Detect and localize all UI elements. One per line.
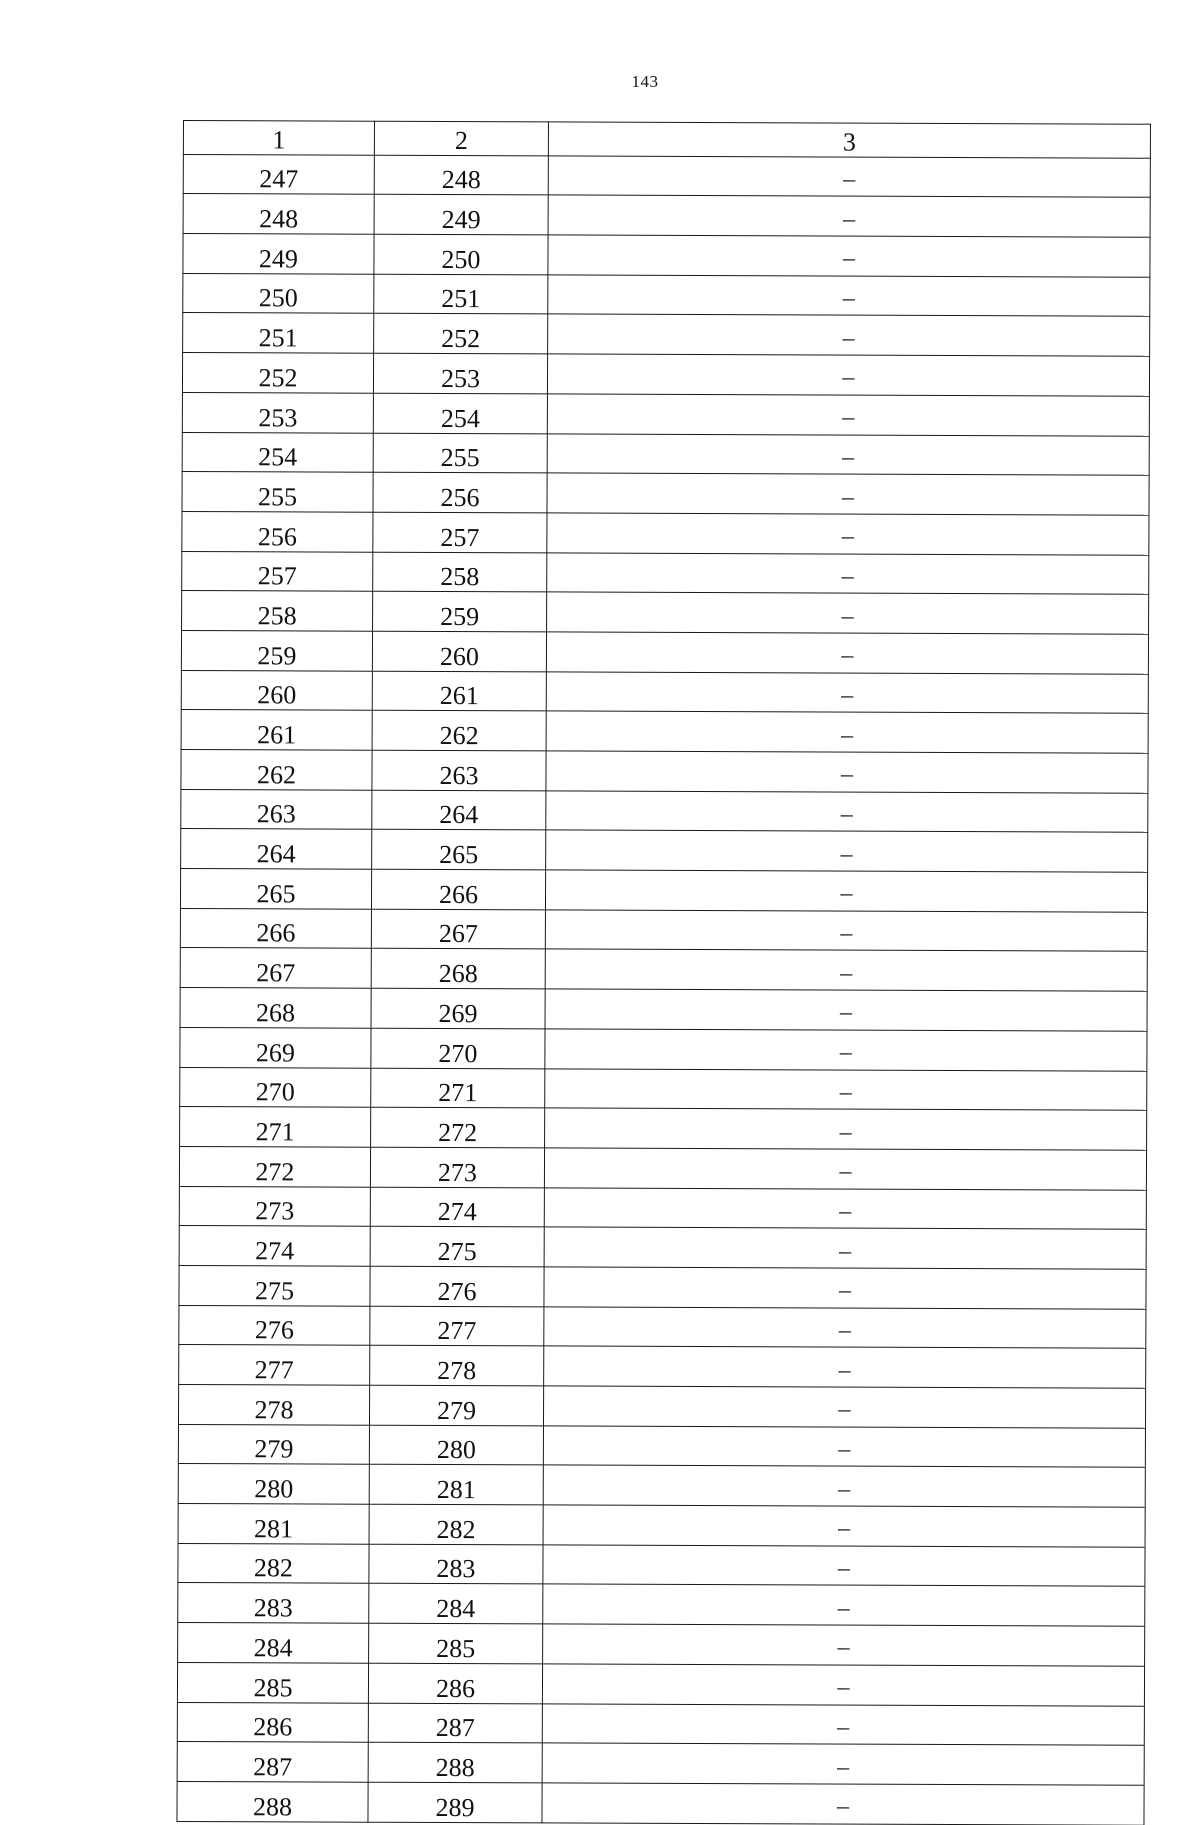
table-cell-col-1: 275 — [179, 1265, 370, 1305]
table-row — [182, 472, 1149, 515]
table-row — [179, 1305, 1146, 1348]
table-cell-col-3: – — [543, 1465, 1145, 1507]
table-cell-col-3: – — [547, 433, 1149, 475]
table-row — [182, 511, 1149, 554]
table-row — [182, 591, 1149, 634]
table-cell-col-2: 257 — [373, 512, 547, 552]
table-cell-col-3: – — [545, 1068, 1147, 1110]
table-cell-col-2: 270 — [371, 1028, 545, 1068]
table-cell-col-3: – — [543, 1386, 1145, 1428]
table-cell-col-2: 248 — [374, 155, 548, 195]
table-header — [183, 121, 1150, 158]
table-cell-col-3: – — [544, 1148, 1146, 1190]
table-cell-col-1: 260 — [181, 670, 372, 710]
table-cell-col-2: 249 — [374, 195, 548, 235]
table-row — [180, 1107, 1147, 1150]
table-cell-col-2: 264 — [372, 790, 546, 830]
table-cell-col-1: 283 — [178, 1583, 369, 1623]
table-row — [183, 273, 1150, 316]
table-row — [178, 1464, 1145, 1507]
table-cell-col-2: 269 — [371, 988, 545, 1028]
table-cell-col-3: – — [547, 354, 1149, 396]
table-cell-col-2: 256 — [373, 472, 547, 512]
table-row — [178, 1543, 1145, 1586]
table-cell-col-2: 272 — [371, 1107, 545, 1147]
table-cell-col-2: 265 — [372, 830, 546, 870]
table-cell-col-3: – — [545, 949, 1147, 991]
table-cell-col-3: – — [544, 1267, 1146, 1309]
table-row — [178, 1504, 1145, 1547]
header-row — [183, 121, 1150, 158]
table-cell-col-1: 266 — [180, 908, 371, 948]
table-cell-col-2: 277 — [370, 1306, 544, 1346]
table-cell-col-1: 273 — [179, 1186, 370, 1226]
table-cell-col-3: – — [543, 1584, 1145, 1626]
table-cell-col-1: 256 — [182, 511, 373, 551]
table-cell-col-1: 269 — [180, 1027, 371, 1067]
table-cell-col-1: 282 — [178, 1543, 369, 1583]
table-row — [181, 789, 1148, 832]
table-cell-col-1: 276 — [179, 1305, 370, 1345]
table-row — [178, 1623, 1145, 1666]
table-row — [180, 988, 1147, 1031]
table-cell-col-3: – — [543, 1426, 1145, 1468]
table-cell-col-1: 251 — [183, 313, 374, 353]
table-cell-col-3: – — [548, 314, 1150, 356]
table-cell-col-1: 263 — [181, 789, 372, 829]
table-cell-col-1: 277 — [179, 1345, 370, 1385]
table-cell-col-3: – — [546, 632, 1148, 674]
table-cell-col-3: – — [543, 1545, 1145, 1587]
table-cell-col-2: 252 — [374, 314, 548, 354]
table-cell-col-1: 264 — [181, 829, 372, 869]
table-cell-col-1: 254 — [182, 432, 373, 472]
table-row — [180, 869, 1147, 912]
table-row — [181, 710, 1148, 753]
table-cell-col-2: 259 — [373, 591, 547, 631]
table-cell-col-1: 261 — [181, 710, 372, 750]
table-cell-col-1: 262 — [181, 749, 372, 789]
table-cell-col-3: – — [548, 275, 1150, 317]
table-row — [180, 1067, 1147, 1110]
table-cell-col-3: – — [546, 672, 1148, 714]
table-cell-col-3: – — [544, 1307, 1146, 1349]
table-cell-col-2: 255 — [373, 433, 547, 473]
table-row — [179, 1146, 1146, 1189]
table-cell-col-3: – — [547, 394, 1149, 436]
table-cell-col-1: 259 — [181, 630, 372, 670]
table-cell-col-1: 287 — [177, 1742, 368, 1782]
table-cell-col-2: 286 — [368, 1663, 542, 1703]
table-cell-col-1: 280 — [178, 1464, 369, 1504]
table-body — [177, 154, 1150, 1825]
table-cell-col-3: – — [543, 1624, 1145, 1666]
table-cell-col-1: 288 — [177, 1781, 368, 1821]
table-cell-col-3: – — [543, 1505, 1145, 1547]
table-row — [178, 1384, 1145, 1427]
table-row — [182, 551, 1149, 594]
table-cell-col-2: 287 — [368, 1703, 542, 1743]
table-cell-col-1: 252 — [182, 353, 373, 393]
table-cell-col-2: 278 — [370, 1346, 544, 1386]
table-cell-col-1: 265 — [180, 869, 371, 909]
table-row — [181, 749, 1148, 792]
table-cell-col-3: – — [547, 592, 1149, 634]
table-cell-col-2: 271 — [371, 1068, 545, 1108]
table-row — [180, 1027, 1147, 1070]
table-cell-col-3: – — [544, 1346, 1146, 1388]
table-cell-col-1: 257 — [182, 551, 373, 591]
table-cell-col-2: 289 — [368, 1782, 542, 1822]
table-cell-col-3: – — [548, 195, 1150, 237]
table-cell-col-1: 285 — [177, 1662, 368, 1702]
table-cell-col-1: 279 — [178, 1424, 369, 1464]
table-row — [178, 1583, 1145, 1626]
table-row — [183, 194, 1150, 237]
table-cell-col-1: 248 — [183, 194, 374, 234]
table-cell-col-3: – — [545, 870, 1147, 912]
table-row — [177, 1662, 1144, 1705]
table-cell-col-2: 274 — [370, 1187, 544, 1227]
column-header-2: 2 — [374, 121, 548, 155]
table-cell-col-2: 279 — [369, 1385, 543, 1425]
table-cell-col-1: 255 — [182, 472, 373, 512]
table-cell-col-3: – — [545, 989, 1147, 1031]
table-cell-col-2: 268 — [371, 949, 545, 989]
table-row — [177, 1702, 1144, 1745]
table-cell-col-3: – — [542, 1664, 1144, 1706]
table-row — [180, 908, 1147, 951]
table-cell-col-2: 251 — [374, 274, 548, 314]
table-row — [180, 948, 1147, 991]
table-row — [179, 1186, 1146, 1229]
table-cell-col-3: – — [547, 473, 1149, 515]
table-cell-col-3: – — [542, 1743, 1144, 1785]
data-table — [176, 120, 1151, 1825]
page-number: 143 — [631, 72, 659, 91]
table-row — [179, 1345, 1146, 1388]
table-cell-col-2: 285 — [369, 1623, 543, 1663]
table-cell-col-3: – — [546, 751, 1148, 793]
table-cell-col-3: – — [546, 830, 1148, 872]
table-cell-col-3: – — [542, 1703, 1144, 1745]
table-cell-col-3: – — [546, 711, 1148, 753]
table-cell-col-2: 280 — [369, 1425, 543, 1465]
table-cell-col-1: 253 — [182, 392, 373, 432]
table-cell-col-3: – — [545, 1108, 1147, 1150]
table-cell-col-1: 278 — [178, 1384, 369, 1424]
table-cell-col-2: 263 — [372, 750, 546, 790]
table-cell-col-2: 283 — [369, 1544, 543, 1584]
table-cell-col-3: – — [546, 791, 1148, 833]
table-cell-col-3: – — [544, 1227, 1146, 1269]
table-cell-col-3: – — [547, 552, 1149, 594]
table-cell-col-1: 281 — [178, 1504, 369, 1544]
table-cell-col-2: 284 — [369, 1584, 543, 1624]
table-cell-col-3: – — [545, 910, 1147, 952]
table-cell-col-2: 261 — [372, 671, 546, 711]
table-row — [178, 1424, 1145, 1467]
table-cell-col-2: 254 — [373, 393, 547, 433]
table-cell-col-1: 267 — [180, 948, 371, 988]
table-cell-col-2: 266 — [371, 869, 545, 909]
table-cell-col-2: 253 — [373, 353, 547, 393]
table-cell-col-2: 260 — [372, 631, 546, 671]
table-cell-col-2: 258 — [373, 552, 547, 592]
table-cell-col-1: 250 — [183, 273, 374, 313]
table-cell-col-3: – — [542, 1783, 1144, 1825]
table-cell-col-3: – — [544, 1187, 1146, 1229]
table-row — [183, 154, 1150, 197]
table-cell-col-1: 286 — [177, 1702, 368, 1742]
table-cell-col-1: 271 — [180, 1107, 371, 1147]
table-cell-col-1: 274 — [179, 1226, 370, 1266]
table-row — [182, 432, 1149, 475]
table-cell-col-2: 288 — [368, 1742, 542, 1782]
table-row — [181, 829, 1148, 872]
column-header-3: 3 — [548, 122, 1150, 158]
table-cell-col-2: 281 — [369, 1465, 543, 1505]
table-cell-col-1: 272 — [179, 1146, 370, 1186]
table-cell-col-1: 284 — [178, 1623, 369, 1663]
table-row — [179, 1265, 1146, 1308]
table-cell-col-1: 270 — [180, 1067, 371, 1107]
table-cell-col-2: 276 — [370, 1266, 544, 1306]
table-row — [181, 670, 1148, 713]
table-cell-col-3: – — [545, 1029, 1147, 1071]
table-cell-col-2: 282 — [369, 1504, 543, 1544]
table-cell-col-2: 262 — [372, 711, 546, 751]
table-cell-col-3: – — [547, 513, 1149, 555]
table-row — [183, 234, 1150, 277]
table-cell-col-1: 247 — [183, 154, 374, 194]
table-cell-col-1: 249 — [183, 234, 374, 274]
table-row — [181, 630, 1148, 673]
table-cell-col-2: 275 — [370, 1226, 544, 1266]
column-header-1: 1 — [183, 121, 374, 155]
table-cell-col-2: 273 — [370, 1147, 544, 1187]
table-cell-col-1: 268 — [180, 988, 371, 1028]
table-row — [179, 1226, 1146, 1269]
table-cell-col-3: – — [548, 235, 1150, 277]
table-row — [183, 313, 1150, 356]
table-cell-col-3: – — [548, 156, 1150, 198]
table-row — [182, 392, 1149, 435]
table-row — [177, 1781, 1144, 1824]
table-cell-col-2: 250 — [374, 234, 548, 274]
table-row — [182, 353, 1149, 396]
table-cell-col-1: 258 — [182, 591, 373, 631]
table-container — [176, 120, 1151, 1825]
table-cell-col-2: 267 — [371, 909, 545, 949]
table-row — [177, 1742, 1144, 1785]
